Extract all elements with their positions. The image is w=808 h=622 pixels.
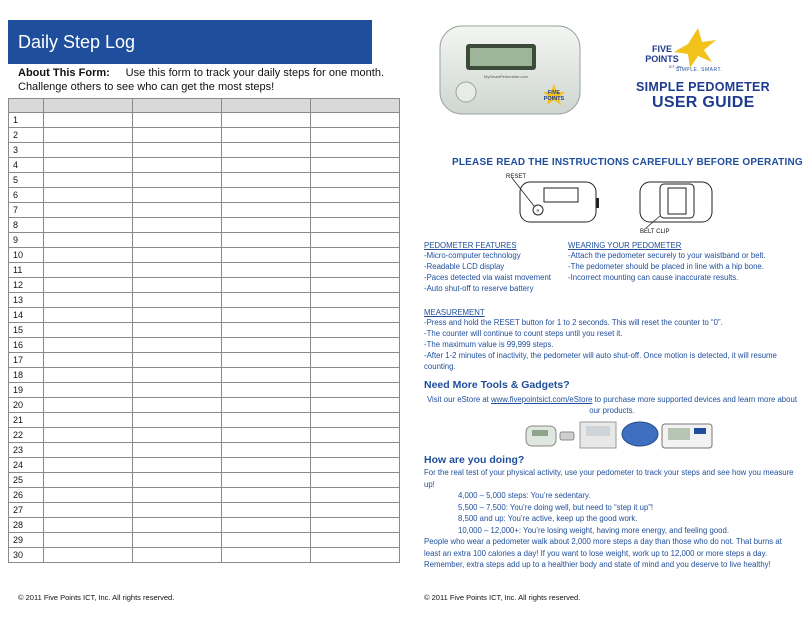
table-row [9, 188, 400, 203]
log-cell[interactable] [222, 338, 311, 353]
log-cell[interactable] [311, 323, 400, 338]
day-number: 20 [9, 398, 44, 413]
day-number: 9 [9, 233, 44, 248]
log-cell[interactable] [311, 218, 400, 233]
log-cell[interactable] [222, 323, 311, 338]
table-row [9, 338, 400, 353]
log-cell[interactable] [311, 428, 400, 443]
log-cell[interactable] [311, 503, 400, 518]
log-cell[interactable] [222, 398, 311, 413]
log-cell [311, 99, 400, 113]
how-outro: People who wear a pedometer walk about 2,000 more steps a day than those who do not. That burns at least an extra 100 calories a day! If you want to lose weight, work up to 12,000 or more steps a day. Remember, extra steps add up to a healthier body and state of mind and you deserve to live healthy! [424, 537, 782, 569]
table-row [9, 458, 400, 473]
how-intro: For the real test of your physical activity, use your pedometer to track your steps and see how you measure up! [424, 468, 794, 489]
measurement-section [424, 308, 800, 372]
log-cell[interactable] [133, 413, 222, 428]
activity-level: 5,500 – 7,500: You’re doing well, but need to “step it up”! [458, 502, 654, 512]
feature-item: -Auto shut-off to reserve battery [424, 284, 534, 293]
table-row [9, 293, 400, 308]
day-number: 1 [9, 113, 44, 128]
log-cell[interactable] [44, 278, 133, 293]
table-row [9, 263, 400, 278]
log-cell[interactable] [222, 533, 311, 548]
table-row [9, 308, 400, 323]
wearing-item: -Attach the pedometer securely to your waistband or belt. [568, 251, 766, 260]
day-number: 14 [9, 308, 44, 323]
log-cell[interactable] [311, 248, 400, 263]
log-cell[interactable] [311, 293, 400, 308]
log-cell[interactable] [222, 518, 311, 533]
log-cell[interactable] [133, 128, 222, 143]
table-row [9, 233, 400, 248]
log-cell[interactable] [133, 263, 222, 278]
log-cell[interactable] [44, 548, 133, 563]
log-cell[interactable] [311, 353, 400, 368]
log-cell[interactable] [44, 428, 133, 443]
feature-item: -Micro-computer technology [424, 251, 521, 260]
log-cell[interactable] [311, 443, 400, 458]
day-number: 30 [9, 548, 44, 563]
log-cell[interactable] [311, 548, 400, 563]
log-cell[interactable] [44, 488, 133, 503]
day-number: 25 [9, 473, 44, 488]
log-cell[interactable] [133, 188, 222, 203]
how-heading: How are you doing? [424, 454, 525, 466]
log-cell[interactable] [311, 398, 400, 413]
log-cell[interactable] [133, 203, 222, 218]
log-cell[interactable] [311, 458, 400, 473]
log-cell[interactable] [133, 443, 222, 458]
log-cell[interactable] [44, 518, 133, 533]
features-section [424, 241, 551, 294]
log-cell[interactable] [133, 308, 222, 323]
log-cell[interactable] [222, 248, 311, 263]
day-number: 13 [9, 293, 44, 308]
activity-level: 8,500 and up: You’re active, keep up the good work. [458, 514, 638, 523]
pedometer-image [436, 20, 584, 118]
five-points-logo [640, 26, 723, 82]
logo-bottom-text: POINTS [645, 54, 679, 64]
log-cell[interactable] [222, 428, 311, 443]
log-cell[interactable] [311, 488, 400, 503]
day-number: 16 [9, 338, 44, 353]
table-row [9, 203, 400, 218]
log-cell[interactable] [222, 458, 311, 473]
log-cell[interactable] [222, 368, 311, 383]
log-cell[interactable] [133, 383, 222, 398]
products-image [524, 418, 722, 450]
activity-level: 10,000 – 12,000+: You’re losing weight, having more energy, and feeling good. [458, 525, 729, 535]
log-cell[interactable] [222, 263, 311, 278]
estore-link[interactable]: www.fivepointsict.com/eStore [491, 395, 593, 404]
day-number: 26 [9, 488, 44, 503]
measurement-heading: MEASUREMENT [424, 308, 485, 317]
log-cell[interactable] [133, 293, 222, 308]
star-icon [674, 28, 716, 68]
feature-item: -Paces detected via waist movement [424, 273, 551, 282]
guide-title-1: SIMPLE PEDOMETER [636, 80, 770, 94]
log-cell[interactable] [44, 473, 133, 488]
need-more-heading: Need More Tools & Gadgets? [424, 379, 570, 391]
log-cell[interactable] [44, 293, 133, 308]
tagline: SIMPLE. SMART. [676, 67, 723, 73]
log-cell[interactable] [311, 533, 400, 548]
log-cell[interactable] [44, 503, 133, 518]
day-number: 12 [9, 278, 44, 293]
table-row [9, 533, 400, 548]
wearing-item: -The pedometer should be placed in line with a hip bone. [568, 262, 764, 271]
measurement-item: -The counter will continue to count steps until you reset it. [424, 329, 623, 338]
log-cell[interactable] [44, 158, 133, 173]
log-cell[interactable] [311, 308, 400, 323]
about-label: About This Form: [18, 67, 110, 79]
log-cell[interactable] [222, 278, 311, 293]
day-number: 28 [9, 518, 44, 533]
table-row [9, 548, 400, 563]
table-row [9, 158, 400, 173]
log-cell[interactable] [311, 128, 400, 143]
day-number [9, 99, 44, 113]
table-row [9, 173, 400, 188]
day-number: 8 [9, 218, 44, 233]
page-title: Daily Step Log [18, 32, 136, 52]
day-number: 2 [9, 128, 44, 143]
measurement-item: -After 1-2 minutes of inactivity, the pedometer will auto shut-off. Once motion is detected, it will resume counting. [424, 351, 777, 371]
log-cell[interactable] [133, 323, 222, 338]
day-number: 23 [9, 443, 44, 458]
log-cell[interactable] [311, 338, 400, 353]
table-row [9, 143, 400, 158]
day-number: 27 [9, 503, 44, 518]
log-cell[interactable] [222, 218, 311, 233]
day-number: 29 [9, 533, 44, 548]
log-cell[interactable] [222, 473, 311, 488]
day-number: 21 [9, 413, 44, 428]
log-cell[interactable] [44, 248, 133, 263]
log-cell[interactable] [311, 188, 400, 203]
log-cell[interactable] [133, 368, 222, 383]
log-cell[interactable] [311, 368, 400, 383]
log-cell[interactable] [44, 263, 133, 278]
log-cell[interactable] [133, 548, 222, 563]
log-cell[interactable] [311, 518, 400, 533]
log-cell[interactable] [133, 278, 222, 293]
footer-left: © 2011 Five Points ICT, Inc. All rights reserved. [18, 593, 175, 602]
day-number: 15 [9, 323, 44, 338]
log-cell[interactable] [311, 413, 400, 428]
log-cell[interactable] [311, 473, 400, 488]
footer-right: © 2011 Five Points ICT, Inc. All rights reserved. [424, 593, 581, 602]
table-row [9, 368, 400, 383]
log-cell[interactable] [311, 233, 400, 248]
title-bar [8, 20, 372, 64]
table-row [9, 413, 400, 428]
table-header-row [9, 99, 400, 113]
log-cell[interactable] [222, 233, 311, 248]
log-cell[interactable] [133, 353, 222, 368]
table-row [9, 218, 400, 233]
log-cell[interactable] [222, 443, 311, 458]
svg-text:R: R [536, 208, 540, 213]
day-number: 10 [9, 248, 44, 263]
table-row [9, 473, 400, 488]
log-cell[interactable] [133, 218, 222, 233]
log-cell[interactable] [222, 293, 311, 308]
about-text: Use this form to track your daily steps for one month. Challenge others to see who can get the most steps! [18, 67, 385, 93]
device-screen-text: MySmartPedometer.com [483, 74, 529, 79]
log-cell[interactable] [133, 473, 222, 488]
day-number: 3 [9, 143, 44, 158]
log-cell [133, 99, 222, 113]
step-log-table [8, 98, 400, 563]
day-number: 11 [9, 263, 44, 278]
log-cell[interactable] [133, 428, 222, 443]
log-cell[interactable] [133, 503, 222, 518]
log-cell[interactable] [44, 203, 133, 218]
log-cell[interactable] [44, 353, 133, 368]
log-cell[interactable] [222, 548, 311, 563]
log-cell[interactable] [44, 218, 133, 233]
log-cell[interactable] [44, 368, 133, 383]
log-cell[interactable] [311, 203, 400, 218]
log-cell[interactable] [311, 383, 400, 398]
table-row [9, 353, 400, 368]
table-row [9, 428, 400, 443]
log-cell[interactable] [133, 398, 222, 413]
table-row [9, 488, 400, 503]
log-cell[interactable] [222, 203, 311, 218]
wearing-item: -Incorrect mounting can cause inaccurate results. [568, 273, 739, 282]
guide-title-2: USER GUIDE [652, 94, 755, 111]
how-section [424, 467, 800, 571]
log-cell[interactable] [44, 143, 133, 158]
log-cell[interactable] [44, 188, 133, 203]
log-cell[interactable] [222, 113, 311, 128]
visit-post: to purchase more supported devices and learn more about our products. [589, 395, 797, 415]
log-cell[interactable] [311, 173, 400, 188]
log-cell[interactable] [133, 338, 222, 353]
log-cell[interactable] [133, 233, 222, 248]
log-cell[interactable] [44, 383, 133, 398]
please-read-heading: PLEASE READ THE INSTRUCTIONS CAREFULLY BEFORE OPERATING [452, 157, 803, 168]
pedometer-diagrams [500, 170, 740, 240]
day-number: 5 [9, 173, 44, 188]
log-cell[interactable] [44, 308, 133, 323]
log-cell[interactable] [44, 533, 133, 548]
wearing-heading: WEARING YOUR PEDOMETER [568, 241, 682, 250]
log-cell[interactable] [133, 173, 222, 188]
log-cell[interactable] [44, 443, 133, 458]
log-cell[interactable] [311, 278, 400, 293]
table-row [9, 278, 400, 293]
table-row [9, 248, 400, 263]
day-number: 6 [9, 188, 44, 203]
table-row [9, 398, 400, 413]
table-row [9, 443, 400, 458]
table-row [9, 323, 400, 338]
day-number: 18 [9, 368, 44, 383]
day-number: 17 [9, 353, 44, 368]
log-cell[interactable] [222, 308, 311, 323]
activity-level: 4,000 – 5,000 steps: You’re sedentary. [458, 491, 591, 500]
log-cell[interactable] [133, 248, 222, 263]
log-cell[interactable] [44, 338, 133, 353]
features-heading: PEDOMETER FEATURES [424, 241, 517, 250]
day-number: 22 [9, 428, 44, 443]
log-cell[interactable] [44, 398, 133, 413]
belt-clip-label: BELT CLIP [640, 229, 670, 235]
measurement-item: -The maximum value is 99,999 steps. [424, 340, 554, 349]
log-cell[interactable] [133, 113, 222, 128]
log-cell[interactable] [133, 458, 222, 473]
log-cell [44, 99, 133, 113]
log-cell[interactable] [222, 158, 311, 173]
reset-label: RESET [506, 174, 527, 180]
log-cell[interactable] [222, 128, 311, 143]
log-cell[interactable] [44, 413, 133, 428]
logo-sub-text: ICT, Inc. [668, 64, 684, 69]
log-cell[interactable] [222, 488, 311, 503]
log-cell[interactable] [133, 518, 222, 533]
device-logo-bottom: POINTS [543, 96, 565, 102]
log-cell [222, 99, 311, 113]
log-cell[interactable] [311, 143, 400, 158]
log-cell[interactable] [222, 173, 311, 188]
day-number: 4 [9, 158, 44, 173]
table-row [9, 518, 400, 533]
log-cell[interactable] [44, 128, 133, 143]
log-cell[interactable] [311, 113, 400, 128]
log-cell[interactable] [222, 188, 311, 203]
log-cell[interactable] [311, 263, 400, 278]
day-number: 19 [9, 383, 44, 398]
log-cell[interactable] [222, 413, 311, 428]
logo-top-text: FIVE [651, 44, 673, 54]
wearing-section [568, 241, 766, 283]
log-cell[interactable] [222, 143, 311, 158]
table-row [9, 113, 400, 128]
log-cell[interactable] [133, 143, 222, 158]
log-cell[interactable] [222, 353, 311, 368]
table-row [9, 503, 400, 518]
log-cell[interactable] [222, 383, 311, 398]
device-logo-top: FIVE [547, 90, 561, 96]
log-cell[interactable] [311, 158, 400, 173]
measurement-item: -Press and hold the RESET button for 1 to 2 seconds. This will reset the counter to “0”. [424, 318, 723, 327]
log-cell[interactable] [44, 323, 133, 338]
log-cell[interactable] [44, 458, 133, 473]
log-cell[interactable] [44, 233, 133, 248]
day-number: 24 [9, 458, 44, 473]
log-cell[interactable] [133, 488, 222, 503]
log-cell[interactable] [44, 173, 133, 188]
about-form [18, 66, 384, 94]
feature-item: -Readable LCD display [424, 262, 505, 271]
day-number: 7 [9, 203, 44, 218]
log-cell[interactable] [133, 533, 222, 548]
log-cell[interactable] [222, 503, 311, 518]
log-cell[interactable] [44, 113, 133, 128]
table-row [9, 383, 400, 398]
visit-estore-text [424, 394, 800, 416]
visit-pre: Visit our eStore at [427, 395, 491, 404]
table-row [9, 128, 400, 143]
log-cell[interactable] [133, 158, 222, 173]
